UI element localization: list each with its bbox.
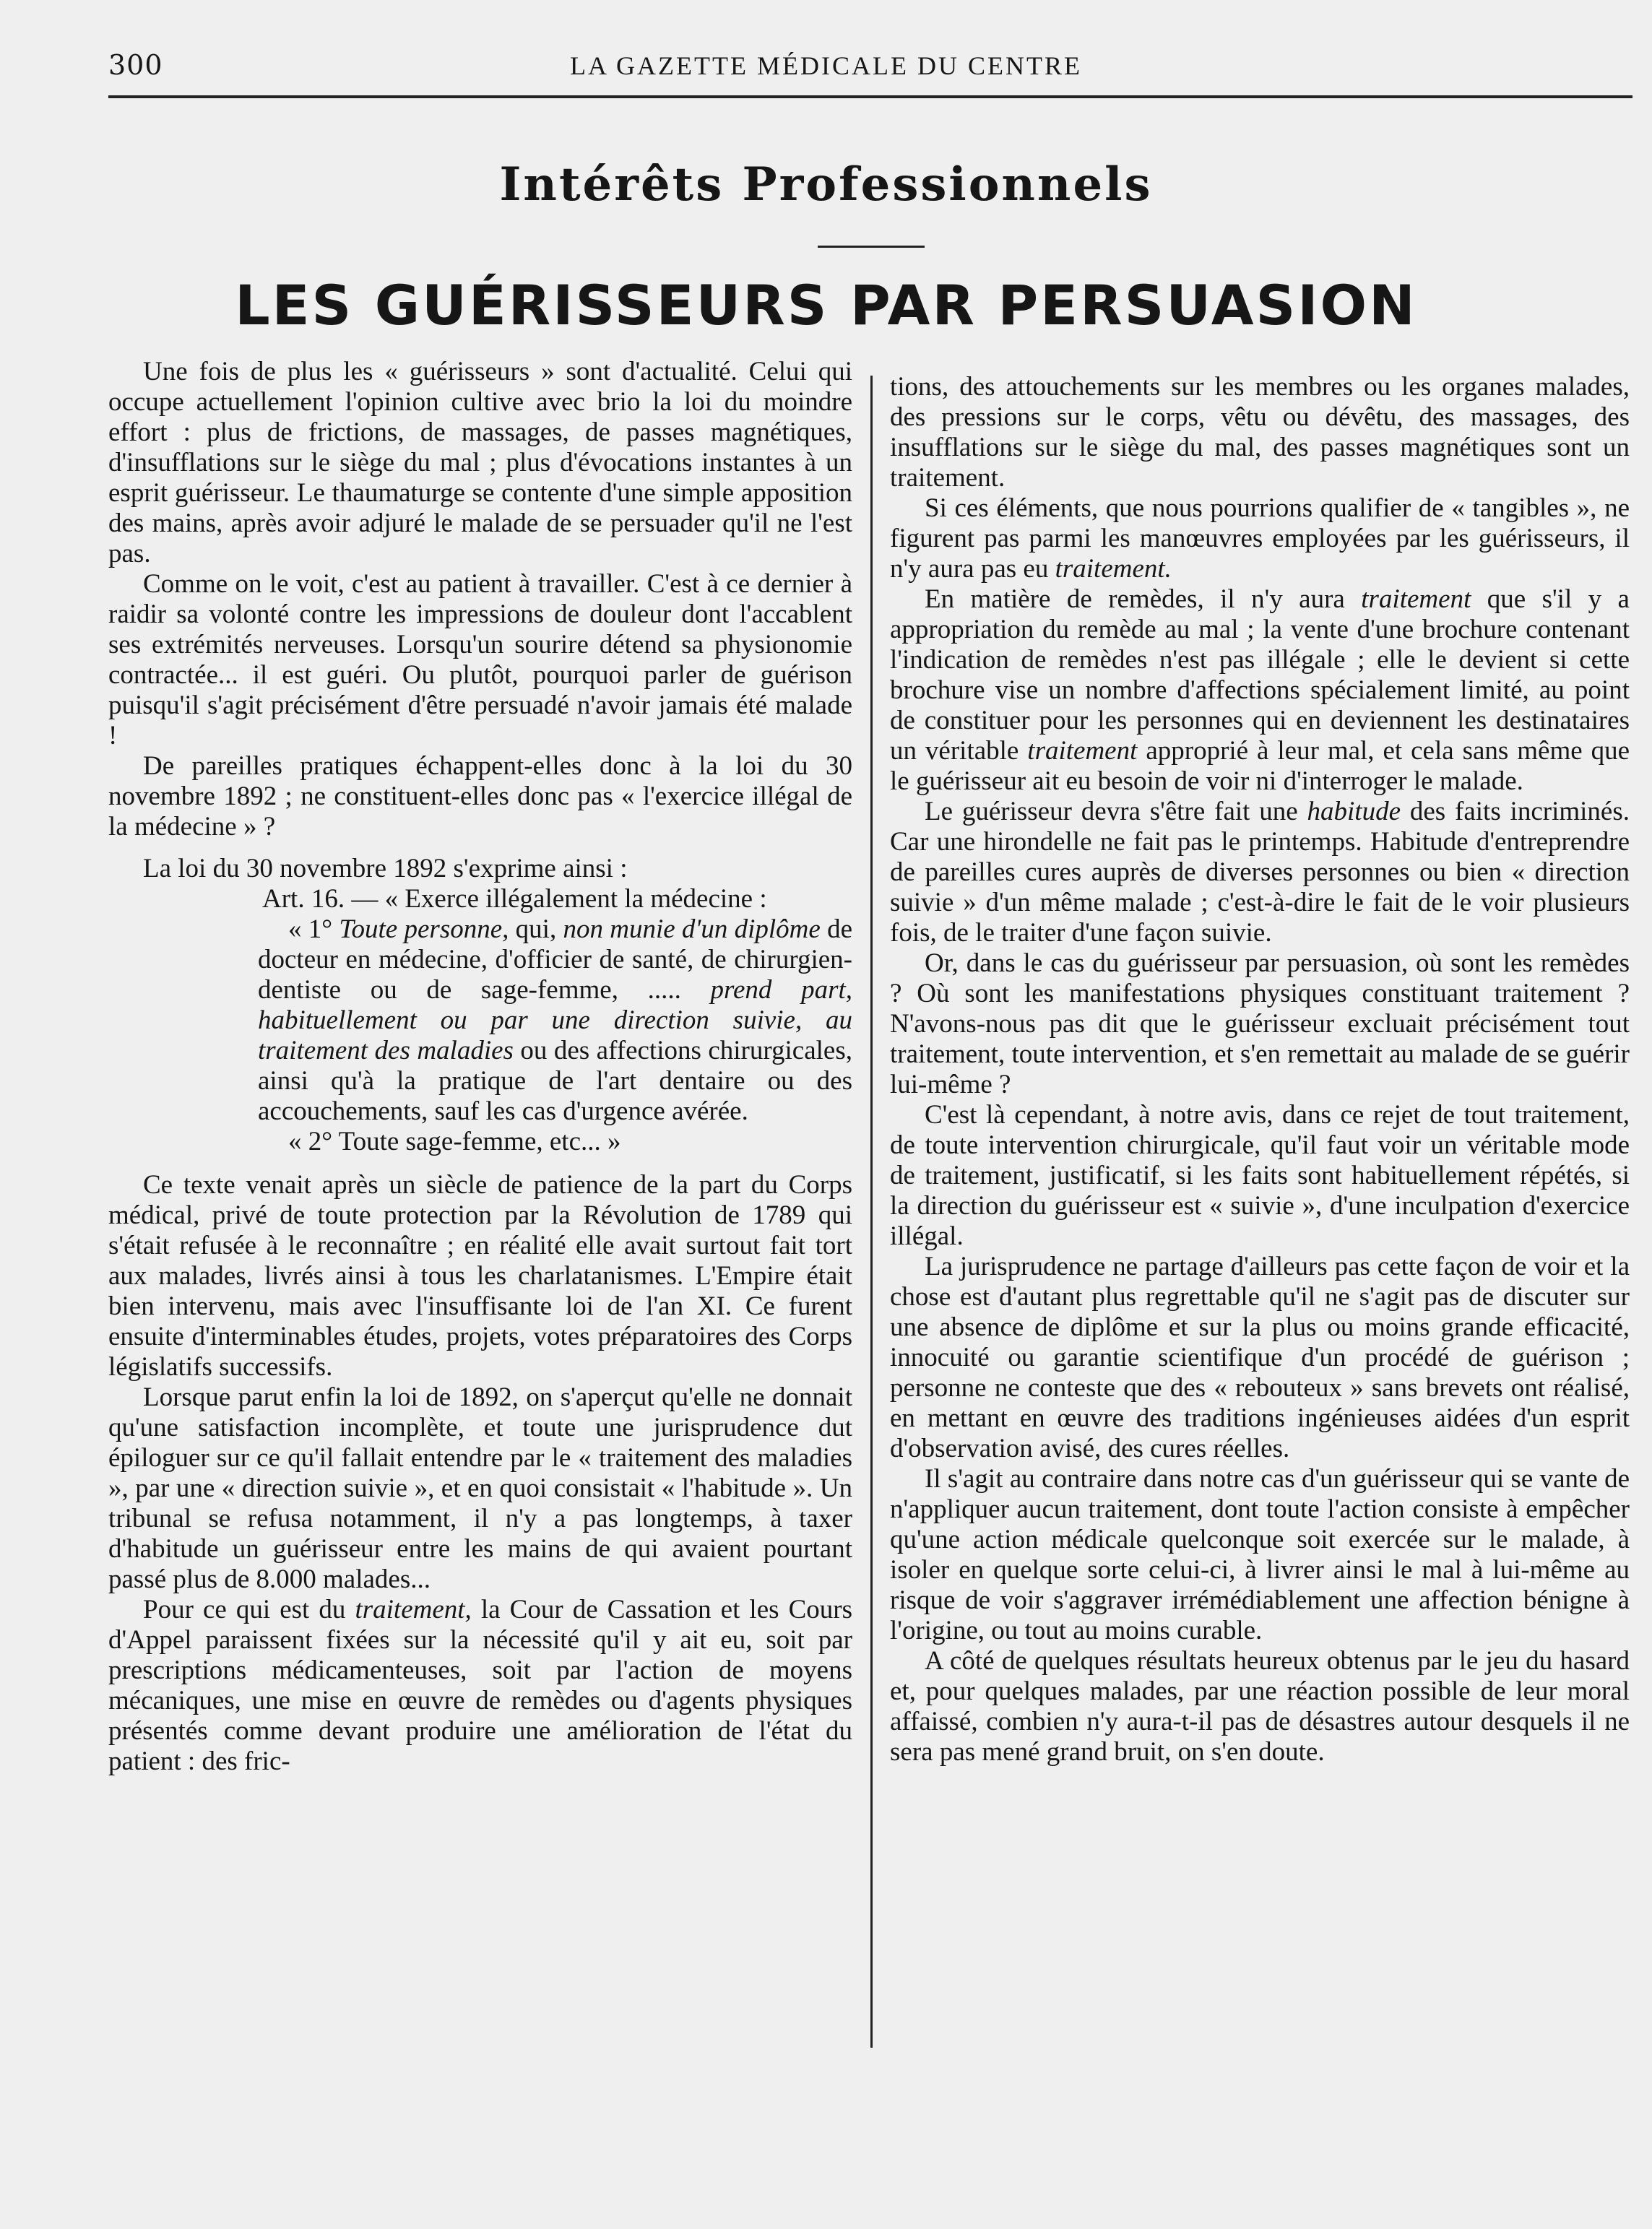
paragraph: Or, dans le cas du guérisseur par persuasion, où sont les remèdes ? Où sont les manifestations physiques constituant traitement ? N'avons-nous pas dit que le guérisseur excluait précisément tout traitement, toute intervention, et s'en remettait au malade de se guérir lui-même ? [890,948,1630,1099]
text-run: que s'il y a appropriation du remède au mal ; la vente d'une brochure contenant l'indication de remèdes n'est pas illégale ; elle le devient si cette brochure vise un nombre d'affections spécialement limité, au point de constituer pour les personnes qui en deviennent les destinataires un véritable [890,584,1630,766]
article-title: LES GUÉRISSEURS PAR PERSUASION [235,273,1417,337]
paragraph: La loi du 30 novembre 1892 s'exprime ainsi : [143,854,628,883]
paragraph: Comme on le voit, c'est au patient à travailler. C'est à ce dernier à raidir sa volonté contre les impressions de douleur dont l'accablent ses extrémités nerveuses. Lorsqu'un sourire détend sa physionomie contractée... il est guéri. Ou plutôt, pourquoi parler de guérison puisqu'il s'agit précisément d'être persuadé n'avoir jamais été malade ! [108,569,852,750]
paragraph: Lorsque parut enfin la loi de 1892, on s'aperçut qu'elle ne donnait qu'une satisfaction incomplète, et toute une jurisprudence dut épiloguer sur ce qu'il fallait entendre par le « traitement des maladies », par une « direction suivie », et en quoi consistait « l'habitude ». Un tribunal se refusa notamment, il n'y a pas longtemps, à taxer d'habitude un guérisseur entre les mains de qui avaient pourtant passé plus de 8.000 malades... [108,1382,852,1594]
paragraph: tions, des attouchements sur les membres ou les organes malades, des pressions sur le corps, vêtu ou dévêtu, des massages, des insufflations sur le siège du mal, des passes magnétiques sont un traitement. [890,372,1630,493]
emphasis: traitement, [355,1595,472,1624]
quote-text: ou des affections chirurgicales, ainsi qu'à la pratique de l'art dentaire ou des accouchements, sauf les cas d'urgence avérée. [258,1036,852,1126]
paragraph [890,493,1630,584]
quote-emphasis: prend part, habituellement ou par une direction suivie, au traitement des maladies [258,975,852,1065]
text-run: des faits incriminés. Car une hirondelle ne fait pas le printemps. Habitude d'entreprendre de pareilles cures auprès de diverses personnes ou bien « direction suivie » d'un même malade ; c'est-à-dire le fait de le voir plusieurs fois, de le traiter d'une façon suivie. [890,797,1630,948]
quote-text: qui, [509,914,563,944]
quote-emphasis: Toute personne, [339,914,509,944]
section-rubric: Intérêts Professionnels [499,157,1153,212]
page-number: 300 [108,49,163,81]
text-run: Si ces éléments, que nous pourrions qualifier de « tangibles », ne figurent pas parmi les manœuvres employées par les guérisseurs, il n'y aura pas eu [890,493,1630,584]
title-divider [818,246,925,248]
paragraph [890,797,1630,948]
column-divider [870,376,873,2048]
paragraph [890,584,1630,797]
right-column [890,372,1630,1767]
paragraph: La jurisprudence ne partage d'ailleurs pas cette façon de voir et la chose est d'autant plus regrettable qu'il ne s'agit pas de discuter sur une absence de diplôme et sur la plus ou moins grande efficacité, innocuité ou garantie scientifique d'un procédé de guérison ; personne ne conteste que des « rebouteux » sans brevets ont réalisé, en mettant en œuvre des traditions ingénieuses aidées d'un esprit d'observation avisé, des cures réelles. [890,1252,1630,1463]
emphasis: traitement [1027,736,1138,766]
emphasis: traitement [1361,584,1471,614]
paragraph: C'est là cependant, à notre avis, dans ce rejet de tout traitement, de toute intervention chirurgicale, qu'il faut voir un véritable mode de traitement, justificatif, si les faits sont habituellement répétés, si la direction du guérisseur est « suivie », d'une inculpation d'exercice illégal. [890,1100,1630,1251]
text-run: Pour ce qui est du [143,1595,355,1624]
quote-paragraph: « 2° Toute sage-femme, etc... » [288,1127,621,1156]
paragraph: A côté de quelques résultats heureux obtenus par le jeu du hasard et, pour quelques malades, par une réaction possible de leur moral affaissé, combien n'y aura-t-il pas de désastres autour desquels il ne sera pas mené grand bruit, on s'en doute. [890,1646,1630,1767]
paragraph: Ce texte venait après un siècle de patience de la part du Corps médical, privé de toute protection par la Révolution de 1789 qui s'était refusée à le reconnaître ; en réalité elle avait surtout fait tort aux malades, livrés ainsi à tous les charlatanismes. L'Empire était bien intervenu, mais avec l'insuffisante loi de l'an XI. Ce furent ensuite d'interminables études, projets, votes préparatoires des Corps législatifs successifs. [108,1170,852,1382]
emphasis: traitement. [1055,554,1172,584]
text-run: approprié à leur mal, et cela sans même que le guérisseur ait eu besoin de voir ni d'interroger le malade. [890,736,1630,796]
quote-text: « 1° [288,914,340,944]
law-article-heading: Art. 16. — « Exerce illégalement la médecine : [262,884,767,914]
header-rule [108,95,1632,98]
quote-text: de docteur en médecine, d'officier de santé, de chirurgien-dentiste ou de sage-femme, ..... [258,914,853,1005]
text-run: Le guérisseur devra s'être fait une [925,797,1307,826]
paragraph: De pareilles pratiques échappent-elles donc à la loi du 30 novembre 1892 ; ne constituent-elles donc pas « l'exercice illégal de la médecine » ? [108,751,852,841]
paragraph [108,1595,852,1777]
running-title: LA GAZETTE MÉDICALE DU CENTRE [570,51,1082,80]
quote-emphasis: non munie d'un diplôme [563,914,821,944]
text-run: la Cour de Cassation et les Cours d'Appel paraissent fixées sur la nécessité qu'il y ait eu, soit par prescriptions médicamenteuses, soit par l'action de moyens mécaniques, une mise en œuvre de remèdes ou d'agents physiques présentés comme devant produire une amélioration de l'état du patient : des fric- [108,1595,852,1776]
text-run: En matière de remèdes, il n'y aura [925,584,1362,614]
paragraph: Une fois de plus les « guérisseurs » sont d'actualité. Celui qui occupe actuellement l'opinion cultive avec brio la loi du moindre effort : plus de frictions, de massages, de passes magnétiques, d'insufflations sur le siège du mal ; plus d'évocations instantes à un esprit guérisseur. Le thaumaturge se contente d'une simple apposition des mains, après avoir adjuré le malade de se persuader qu'il ne l'est pas. [108,357,852,568]
emphasis: habitude [1307,797,1401,826]
law-quotation [258,914,852,1157]
left-column [108,357,852,1777]
quote-paragraph [258,914,852,1127]
paragraph: Il s'agit au contraire dans notre cas d'un guérisseur qui se vante de n'appliquer aucun traitement, dont toute l'action consiste à empêcher qu'une action médicale quelconque soit exercée sur le malade, à isoler en quelque sorte celui-ci, à livrer ainsi le mal à lui-même au risque de voir s'aggraver irrémédiablement une affection bénigne à l'origine, ou tout au moins curable. [890,1464,1630,1645]
